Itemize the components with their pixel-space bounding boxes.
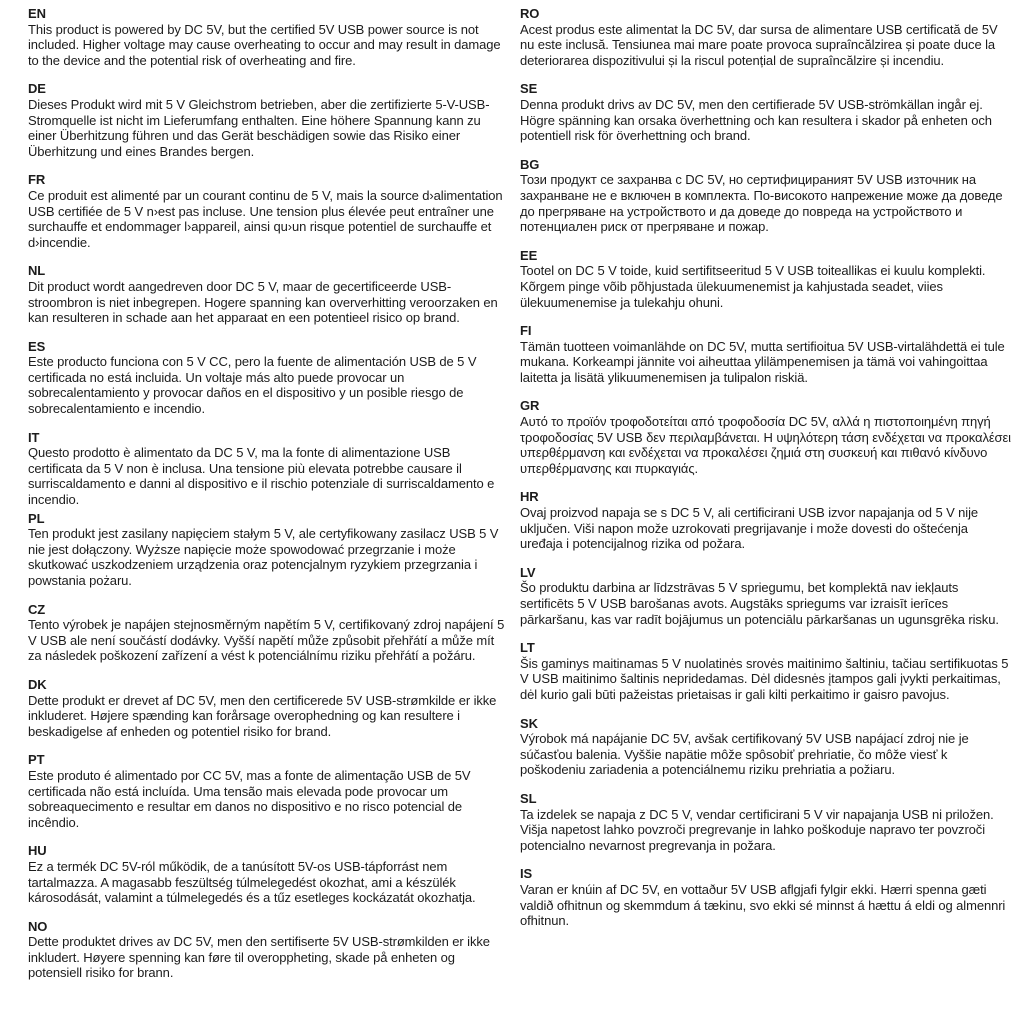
right-column (520, 6, 1012, 1024)
warning-text-sk: Výrobok má napájanie DC 5V, avšak certifikovaný 5V USB napájací zdroj nie je súčasťou balenia. Vyššie napätie môže spôsobiť prehriatie, čo môže viesť k poškodeniu zariadenia a potenciálnemu riziku prehriatia a požiaru. (520, 731, 969, 778)
language-code-nl: NL (28, 263, 46, 279)
section-lv (520, 565, 1012, 627)
warning-text-ro: Acest produs este alimentat la DC 5V, dar sursa de alimentare USB certificată de 5V nu este inclusă. Tensiunea mai mare poate provoca supraîncălzirea și poate duce la deteriorarea dispozitivului și la riscul potențial de supraîncălzire și incendiu. (520, 21, 998, 68)
section-hu (28, 843, 507, 905)
section-is (520, 866, 1012, 928)
language-code-en: EN (28, 6, 46, 21)
warning-text-ee: Tootel on DC 5 V toide, kuid sertifitseeritud 5 V USB toiteallikas ei kuulu komplekti. Kõrgem pinge võib põhjustada ülekuumenemist ja kahjustada seadet, viies ülekuumenemise ja tulekahju ohuni. (520, 263, 986, 310)
left-column (28, 6, 507, 1024)
warning-text-hu: Ez a termék DC 5V-ról működik, de a tanúsított 5V-os USB-tápforrást nem tartalmazza. A magasabb feszültség túlmelegedést okozhat, ami a készülék károsodását, valamint a túlmelegedés és a tűz esetleges kockázatát okozhatja. (28, 858, 476, 906)
warning-text-se: Denna produkt drivs av DC 5V, men den certifierade 5V USB-strömkällan ingår ej. Högre spänning kan orsaka överhettning och kan resultera i skador på enheten och potentiell risk för överhettning och brand. (520, 96, 992, 144)
section-fr (28, 172, 507, 250)
language-code-no: NO (28, 918, 48, 934)
warning-text-de: Dieses Produkt wird mit 5 V Gleichstrom betrieben, aber die zertifizierte 5-V-USB-Stromquelle ist nicht im Lieferumfang enthalten. Eine höhere Spannung kann zu einer Überhitzung führen und das Gerät beschädigen sowie das Risiko einer Überhitzung und eines Brandes bergen. (28, 96, 490, 159)
language-code-hr: HR (520, 489, 539, 505)
section-it (28, 430, 507, 508)
warning-text-hr: Ovaj proizvod napaja se s DC 5 V, ali certificirani USB izvor napajanja od 5 V nije uključen. Viši napon može uzrokovati pregrijavanje i može dovesti do oštećenja uređaja i potencijalnog rizika od požara. (520, 505, 979, 552)
warning-text-bg: Този продукт се захранва с DC 5V, но сертифицираният 5V USB източник на захранване не е включен в комплекта. По-високото напрежение може да доведе до прегряване на устройството и да доведе до повреда на устройството и потенциален риск от прегряване и пожар. (520, 172, 1003, 235)
language-code-se: SE (520, 81, 538, 97)
warning-text-gr: Αυτό το προϊόν τροφοδοτείται από τροφοδοσία DC 5V, αλλά η πιστοποιημένη πηγή τροφοδοσίας 5V USB δεν περιλαμβάνεται. Η υψηλότερη τάση ενδέχεται να προκαλέσει υπερθέρμανση και ενδέχεται να προκαλέσει ζημιά στη συσκευή και πιθανό κίνδυνο υπερθέρμανσης και πυρκαγιάς. (520, 414, 1011, 476)
section-dk (28, 677, 507, 739)
language-code-hu: HU (28, 843, 47, 859)
warning-text-sl: Ta izdelek se napaja z DC 5 V, vendar certificirani 5 V vir napajanja USB ni priložen. Višja napetost lahko povzroči pregrevanje in lahko poškoduje napravo ter povzroči potencialno nevarnost pregrevanja in požara. (520, 806, 994, 853)
language-code-pt: PT (28, 752, 45, 768)
warning-text-pt: Este produto é alimentado por CC 5V, mas a fonte de alimentação USB de 5V certificada não está incluída. Uma tensão mais elevada pode provocar um sobreaquecimento e resultar em danos no dispositivo e no risco potencial de incêndio. (28, 767, 471, 830)
language-code-dk: DK (28, 676, 47, 692)
section-nl (28, 263, 507, 325)
warning-text-is: Varan er knúin af DC 5V, en vottaður 5V USB aflgjafi fylgir ekki. Hærri spenna gæti valdið ofhitnun og skemmdum á tækinu, svo ekki sé minnst á hættu á eldi og almennri ofhitnun. (520, 881, 1006, 929)
section-se (520, 81, 1012, 143)
section-de (28, 81, 507, 159)
section-fi (520, 323, 1012, 385)
section-pl (28, 511, 507, 589)
section-sl (520, 791, 1012, 853)
section-en (28, 6, 507, 68)
language-code-de: DE (28, 81, 46, 97)
language-code-cz: CZ (28, 601, 46, 617)
language-code-it: IT (28, 429, 40, 445)
language-code-sl: SL (520, 790, 537, 806)
section-pt (28, 752, 507, 830)
section-es (28, 339, 507, 417)
section-cz (28, 602, 507, 664)
language-code-is: IS (520, 866, 533, 882)
section-lt (520, 640, 1012, 702)
warning-text-lt: Šis gaminys maitinamas 5 V nuolatinės srovės maitinimo šaltiniu, tačiau sertifikuotas 5 V USB maitinimo šaltinis nepridedamas. Dėl didesnės įtampos gali įvykti perkaitimas, dėl kurio gali būti pažeistas prietaisas ir gali kilti perkaitimo ir gaisro pavojus. (520, 655, 1009, 702)
language-code-pl: PL (28, 510, 45, 526)
language-code-fi: FI (520, 323, 532, 339)
language-code-gr: GR (520, 398, 540, 414)
warning-text-it: Questo prodotto è alimentato da DC 5 V, ma la fonte di alimentazione USB certificata da 5 V non è inclusa. Una tensione più elevata potrebbe causare il surriscaldamento e danni al dispositivo e il rischio potenziale di surriscaldamento e incendio. (28, 445, 495, 508)
warning-text-fr: Ce produit est alimenté par un courant continu de 5 V, mais la source d›alimentation USB certifiée de 5 V n›est pas incluse. Une tension plus élevée peut entraîner une surchauffe et endommager l›appareil, ainsi qu›un risque potentiel de surchauffe et d›incendie. (28, 187, 503, 250)
language-code-es: ES (28, 338, 46, 354)
warning-text-en: This product is powered by DC 5V, but the certified 5V USB power source is not included. Higher voltage may cause overheating to occur and may result in damage to the device and the potential risk of overheating and fire. (28, 21, 501, 68)
warning-text-lv: Šo produktu darbina ar līdzstrāvas 5 V spriegumu, bet komplektā nav iekļauts sertificēts 5 V USB barošanas avots. Augstāks spriegums var izraisīt ierīces pārkaršanu, kas var radīt bojājumus un potenciālu pārkaršanas un ugunsgrēka risku. (520, 580, 999, 627)
warning-text-no: Dette produktet drives av DC 5V, men den sertifiserte 5V USB-strømkilden er ikke inkludert. Høyere spenning kan føre til overoppheting, skade på enheten og potensiell risiko for brann. (28, 934, 490, 981)
language-code-lv: LV (520, 564, 536, 580)
warning-text-nl: Dit product wordt aangedreven door DC 5 V, maar de gecertificeerde USB-stroombron is niet inbegrepen. Hogere spanning kan oververhitting veroorzaken en kan resulteren in schade aan het apparaat en een potentieel risico op brand. (28, 278, 498, 326)
warning-text-dk: Dette produkt er drevet af DC 5V, men den certificerede 5V USB-strømkilde er ikke inkluderet. Højere spænding kan forårsage overophedning og kan resultere i beskadigelse af enheden og potentiel risiko for brand. (28, 692, 497, 739)
language-code-bg: BG (520, 156, 540, 172)
warning-text-fi: Tämän tuotteen voimanlähde on DC 5V, mutta sertifioitua 5V USB-virtalähdettä ei tule mukana. Korkeampi jännite voi aiheuttaa ylilämpenemisen ja tämä voi vahingoittaa laitetta ja lisätä ylikuumenemisen ja tulipalon riskiä. (520, 338, 1005, 385)
section-ee (520, 248, 1012, 310)
section-bg (520, 157, 1012, 235)
language-code-ro: RO (520, 6, 540, 21)
section-sk (520, 716, 1012, 778)
warning-text-cz: Tento výrobek je napájen stejnosměrným napětím 5 V, certifikovaný zdroj napájení 5 V USB ale není součástí dodávky. Vyšší napětí může způsobit přehřátí a může mít za následek poškození zařízení a vést k potenciálnímu riziku přehřátí a požáru. (28, 617, 505, 664)
section-hr (520, 489, 1012, 551)
language-code-lt: LT (520, 640, 535, 656)
language-code-fr: FR (28, 172, 46, 188)
section-no (28, 919, 507, 981)
warning-text-es: Este producto funciona con 5 V CC, pero la fuente de alimentación USB de 5 V certificada no está incluida. Un voltaje más alto puede provocar un sobrecalentamiento y provocar daños en el dispositivo y un posible riesgo de sobrecalentamiento e incendio. (28, 354, 477, 417)
language-code-ee: EE (520, 247, 538, 263)
section-gr (520, 398, 1012, 476)
language-code-sk: SK (520, 715, 538, 731)
warning-text-pl: Ten produkt jest zasilany napięciem stałym 5 V, ale certyfikowany zasilacz USB 5 V nie jest dołączony. Wyższe napięcie może spowodować przegrzanie i może skutkować uszkodzeniem urządzenia oraz potencjalnym ryzykiem przegrzania i powstania pożaru. (28, 526, 499, 588)
section-ro (520, 6, 1012, 68)
